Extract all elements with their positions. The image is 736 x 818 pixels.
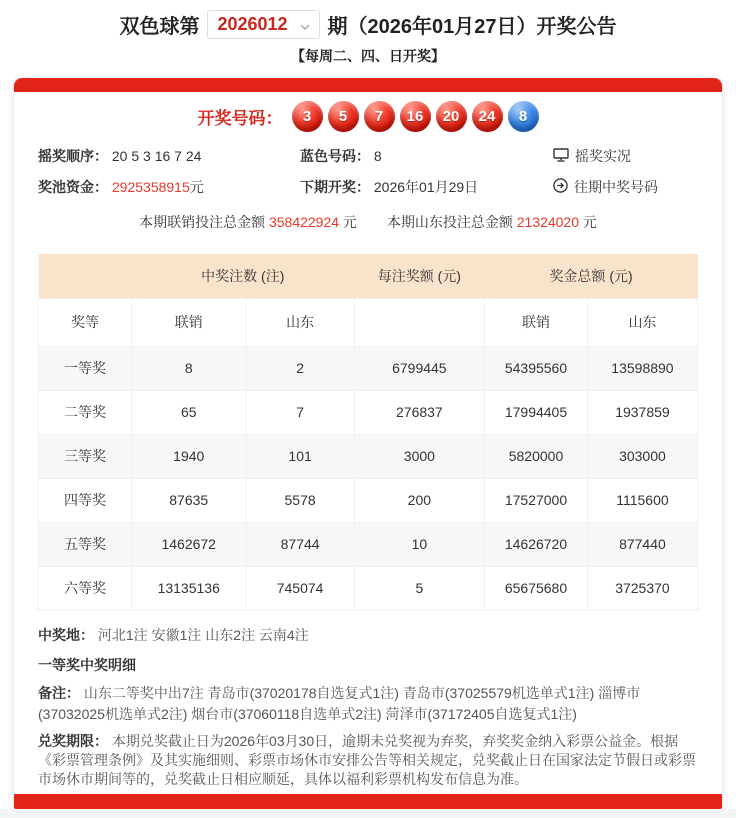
cell-national-count: 65 — [131, 390, 246, 434]
table-group-header-row — [39, 254, 698, 298]
cell-shandong-total: 1937859 — [587, 390, 697, 434]
col-header-shandong-count: 山东 — [246, 298, 354, 346]
shandong-sales-label: 本期山东投注总金额 — [386, 214, 517, 230]
table-row-sixth-prize — [39, 566, 698, 610]
cell-shandong-count: 745074 — [246, 566, 354, 610]
prize-pool — [38, 177, 300, 197]
cell-per-prize: 6799445 — [354, 346, 484, 390]
remark-line — [38, 683, 698, 725]
col-header-level: 奖等 — [39, 298, 132, 346]
table-row-first-prize — [39, 346, 698, 390]
cell-per-prize: 10 — [354, 522, 484, 566]
red-ball-5: 20 — [436, 101, 467, 132]
cell-level: 四等奖 — [39, 478, 132, 522]
sales-totals-line — [38, 212, 698, 232]
page-header — [0, 0, 736, 66]
draw-order-label: 摇奖顺序： — [38, 148, 108, 164]
table-row-third-prize — [39, 434, 698, 478]
issue-select[interactable] — [207, 10, 319, 39]
table-row-second-prize — [39, 390, 698, 434]
prize-pool-value: 2925358915 — [111, 179, 190, 195]
first-prize-detail-title: 一等奖中奖明细 — [38, 656, 136, 673]
blue-number-value: 8 — [373, 148, 382, 164]
group-header-empty — [39, 254, 132, 298]
blue-ball: 8 — [508, 101, 539, 132]
circle-arrow-icon — [553, 178, 568, 196]
announcement-card — [14, 78, 722, 809]
cell-level: 三等奖 — [39, 434, 132, 478]
remark-label: 备注： — [38, 684, 80, 701]
next-draw-label: 下期开奖： — [300, 179, 370, 195]
group-header-per-prize: 每注奖额 (元) — [354, 254, 484, 298]
col-header-national-count: 联销 — [131, 298, 246, 346]
table-sub-header-row — [39, 298, 698, 346]
winning-numbers-row — [38, 92, 698, 132]
draw-info-grid — [38, 146, 698, 197]
cell-shandong-count: 2 — [246, 346, 354, 390]
prize-pool-label: 奖池资金： — [38, 179, 108, 195]
table-row-fifth-prize — [39, 522, 698, 566]
issue-number: 2026012 — [217, 14, 288, 34]
cell-per-prize: 5 — [354, 566, 484, 610]
title-prefix: 双色球第 — [119, 16, 200, 38]
cell-national-total: 5820000 — [485, 434, 588, 478]
blue-number-label: 蓝色号码： — [300, 148, 370, 164]
cell-national-total: 54395560 — [485, 346, 588, 390]
cell-shandong-total: 1115600 — [587, 478, 697, 522]
draw-schedule-subtitle: 【每周二、四、日开奖】 — [291, 48, 445, 64]
cell-shandong-total: 877440 — [587, 522, 697, 566]
national-sales-value: 358422924 — [268, 214, 340, 230]
page-title — [0, 10, 736, 39]
cell-level: 二等奖 — [39, 390, 132, 434]
winning-numbers-label: 开奖号码： — [197, 109, 283, 128]
cell-national-count: 8 — [131, 346, 246, 390]
live-draw-link-label: 摇奖实况 — [575, 148, 631, 164]
redemption-deadline-line — [38, 732, 698, 789]
cell-national-count: 13135136 — [131, 566, 246, 610]
blue-number — [300, 146, 553, 166]
shandong-sales-unit: 元 — [579, 214, 597, 230]
red-ball-3: 7 — [364, 101, 395, 132]
past-winning-numbers-link[interactable] — [553, 177, 698, 197]
notes-section — [38, 625, 698, 789]
next-draw — [300, 177, 553, 197]
past-winning-numbers-label: 往期中奖号码 — [574, 179, 658, 195]
chevron-down-icon — [300, 13, 310, 36]
monitor-icon — [553, 148, 569, 165]
cell-national-total: 14626720 — [485, 522, 588, 566]
col-header-empty — [354, 298, 484, 346]
cell-national-count: 87635 — [131, 478, 246, 522]
shandong-sales-value: 21324020 — [516, 214, 580, 230]
cell-shandong-count: 5578 — [246, 478, 354, 522]
prize-pool-unit: 元 — [189, 179, 204, 195]
draw-order-value: 20 5 3 16 7 24 — [111, 148, 202, 164]
prize-table — [38, 254, 698, 611]
cell-national-total: 65675680 — [485, 566, 588, 610]
cell-level: 一等奖 — [39, 346, 132, 390]
cell-per-prize: 3000 — [354, 434, 484, 478]
page-footer-strip — [0, 809, 736, 818]
winning-balls — [292, 101, 539, 132]
red-ball-1: 3 — [292, 101, 323, 132]
national-sales-label: 本期联销投注总金额 — [139, 214, 269, 230]
cell-shandong-count: 87744 — [246, 522, 354, 566]
col-header-shandong-total: 山东 — [587, 298, 697, 346]
redemption-deadline-value: 本期兑奖截止日为2026年03月30日，逾期未兑奖视为弃奖，弃奖奖金纳入彩票公益金。根据《彩票管理条例》及其实施细则、彩票市场休市安排公告等相关规定，兑奖截止日在国家法定节假日或彩票市场休市期间等的，兑奖截止日相应顺延，具体以福利彩票机构发布信息为准。 — [38, 732, 696, 787]
winning-locations-label: 中奖地： — [38, 626, 94, 643]
cell-national-total: 17994405 — [485, 390, 588, 434]
cell-shandong-total: 13598890 — [587, 346, 697, 390]
national-sales-unit: 元 — [339, 214, 357, 230]
red-ball-4: 16 — [400, 101, 431, 132]
card-bottom-red-bar — [14, 794, 722, 809]
cell-national-total: 17527000 — [485, 478, 588, 522]
table-row-fourth-prize — [39, 478, 698, 522]
cell-per-prize: 276837 — [354, 390, 484, 434]
cell-national-count: 1462672 — [131, 522, 246, 566]
live-draw-link[interactable] — [553, 146, 698, 166]
red-ball-6: 24 — [472, 101, 503, 132]
redemption-deadline-label: 兑奖期限： — [38, 732, 108, 749]
remark-value: 山东二等奖中出7注 青岛市(37020178自选复式1注) 青岛市(37025579机选单式1注) 淄博市(37032025机选单式2注) 烟台市(37060118自选单式2注) 菏泽市(37172405自选复式1注) — [38, 684, 641, 722]
winning-locations-line — [38, 625, 698, 645]
col-header-national-total: 联销 — [485, 298, 588, 346]
cell-shandong-count: 7 — [246, 390, 354, 434]
draw-order — [38, 146, 300, 166]
cell-national-count: 1940 — [131, 434, 246, 478]
winning-locations-value: 河北1注 安徽1注 山东2注 云南4注 — [97, 626, 309, 643]
cell-shandong-count: 101 — [246, 434, 354, 478]
title-suffix: 期（2026年01月27日）开奖公告 — [327, 16, 617, 38]
cell-level: 五等奖 — [39, 522, 132, 566]
cell-per-prize: 200 — [354, 478, 484, 522]
cell-shandong-total: 303000 — [587, 434, 697, 478]
group-header-totals: 奖金总额 (元) — [485, 254, 698, 298]
cell-shandong-total: 3725370 — [587, 566, 697, 610]
red-ball-2: 5 — [328, 101, 359, 132]
card-top-red-bar — [14, 78, 722, 92]
next-draw-value: 2026年01月29日 — [373, 179, 479, 195]
group-header-counts: 中奖注数 (注) — [131, 254, 354, 298]
cell-level: 六等奖 — [39, 566, 132, 610]
